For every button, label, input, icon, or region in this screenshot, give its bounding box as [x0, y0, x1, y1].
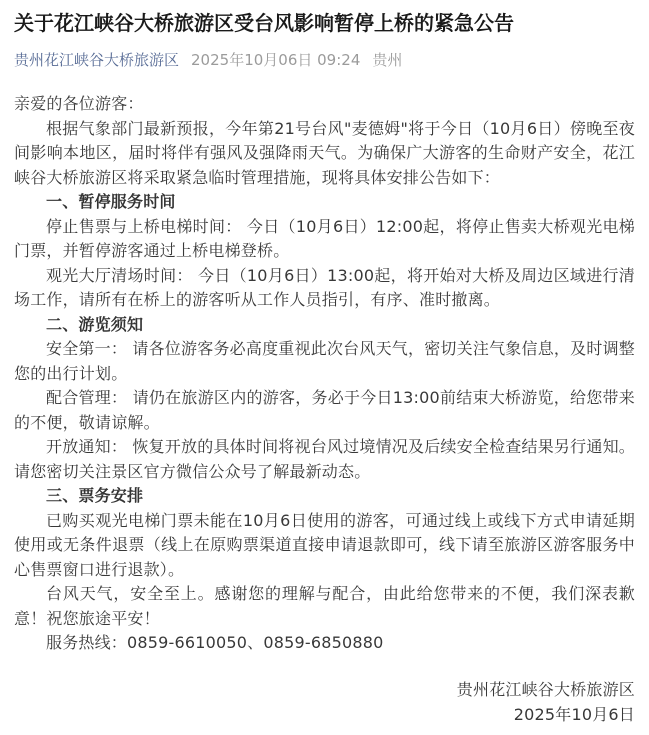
- article-title: 关于花江峡谷大桥旅游区受台风影响暂停上桥的紧急公告: [14, 11, 514, 35]
- publish-location: 贵州: [372, 51, 403, 69]
- paragraph: 安全第一： 请各位游客务必高度重视此次台风天气，密切关注气象信息，及时调整您的出行计划。: [14, 339, 635, 383]
- article-body: [14, 92, 635, 656]
- account-name-link[interactable]: 贵州花江峡谷大桥旅游区: [14, 51, 180, 69]
- publish-datetime: 2025年10月06日 09:24: [191, 51, 361, 69]
- paragraph: 已购买观光电梯门票未能在10月6日使用的游客，可通过线上或线下方式申请延期使用或无条件退票（线上在原购票渠道直接申请退款即可，线下请至旅游区游客服务中心售票窗口进行退款）。: [14, 510, 635, 579]
- section-heading: 二、游览须知: [46, 314, 144, 334]
- section-heading: 一、暂停服务时间: [46, 192, 176, 211]
- paragraph: 开放通知： 恢复开放的具体时间将视台风过境情况及后续安全检查结果另行通知。请您密切关注景区官方微信公众号了解最新动态。: [14, 437, 635, 481]
- signature-org: 贵州花江峡谷大桥旅游区: [456, 679, 635, 699]
- section-heading: 三、票务安排: [46, 486, 144, 505]
- signature-block: [14, 677, 635, 728]
- signature-date: 2025年10月6日: [513, 705, 635, 724]
- paragraph: 根据气象部门最新预报，今年第21号台风"麦德姆"将于今日（10月6日）傍晚至夜间影响本地区，届时将伴有强风及强降雨天气。为确保广大游客的生命财产安全，花江峡谷大桥旅游区将采取紧急临时管理措施，现将具体安排公告如下：: [14, 118, 635, 187]
- paragraph: 配合管理： 请仍在旅游区内的游客，务必于今日13:00前结束大桥游览，给您带来的不便，敬请谅解。: [14, 388, 635, 432]
- paragraph: 观光大厅清场时间： 今日（10月6日）13:00起，将开始对大桥及周边区域进行清场工作，请所有在桥上的游客听从工作人员指引，有序、准时撤离。: [14, 265, 635, 309]
- paragraph: 停止售票与上桥电梯时间： 今日（10月6日）12:00起，将停止售卖大桥观光电梯门票，并暂停游客通过上桥电梯登桥。: [14, 216, 635, 260]
- paragraph: 台风天气，安全至上。感谢您的理解与配合，由此给您带来的不便，我们深表歉意！祝您旅途平安！: [14, 584, 635, 628]
- paragraph: 亲爱的各位游客：: [14, 94, 144, 113]
- paragraph: 服务热线：0859-6610050、0859-6850880: [46, 633, 384, 652]
- byline: [14, 50, 635, 70]
